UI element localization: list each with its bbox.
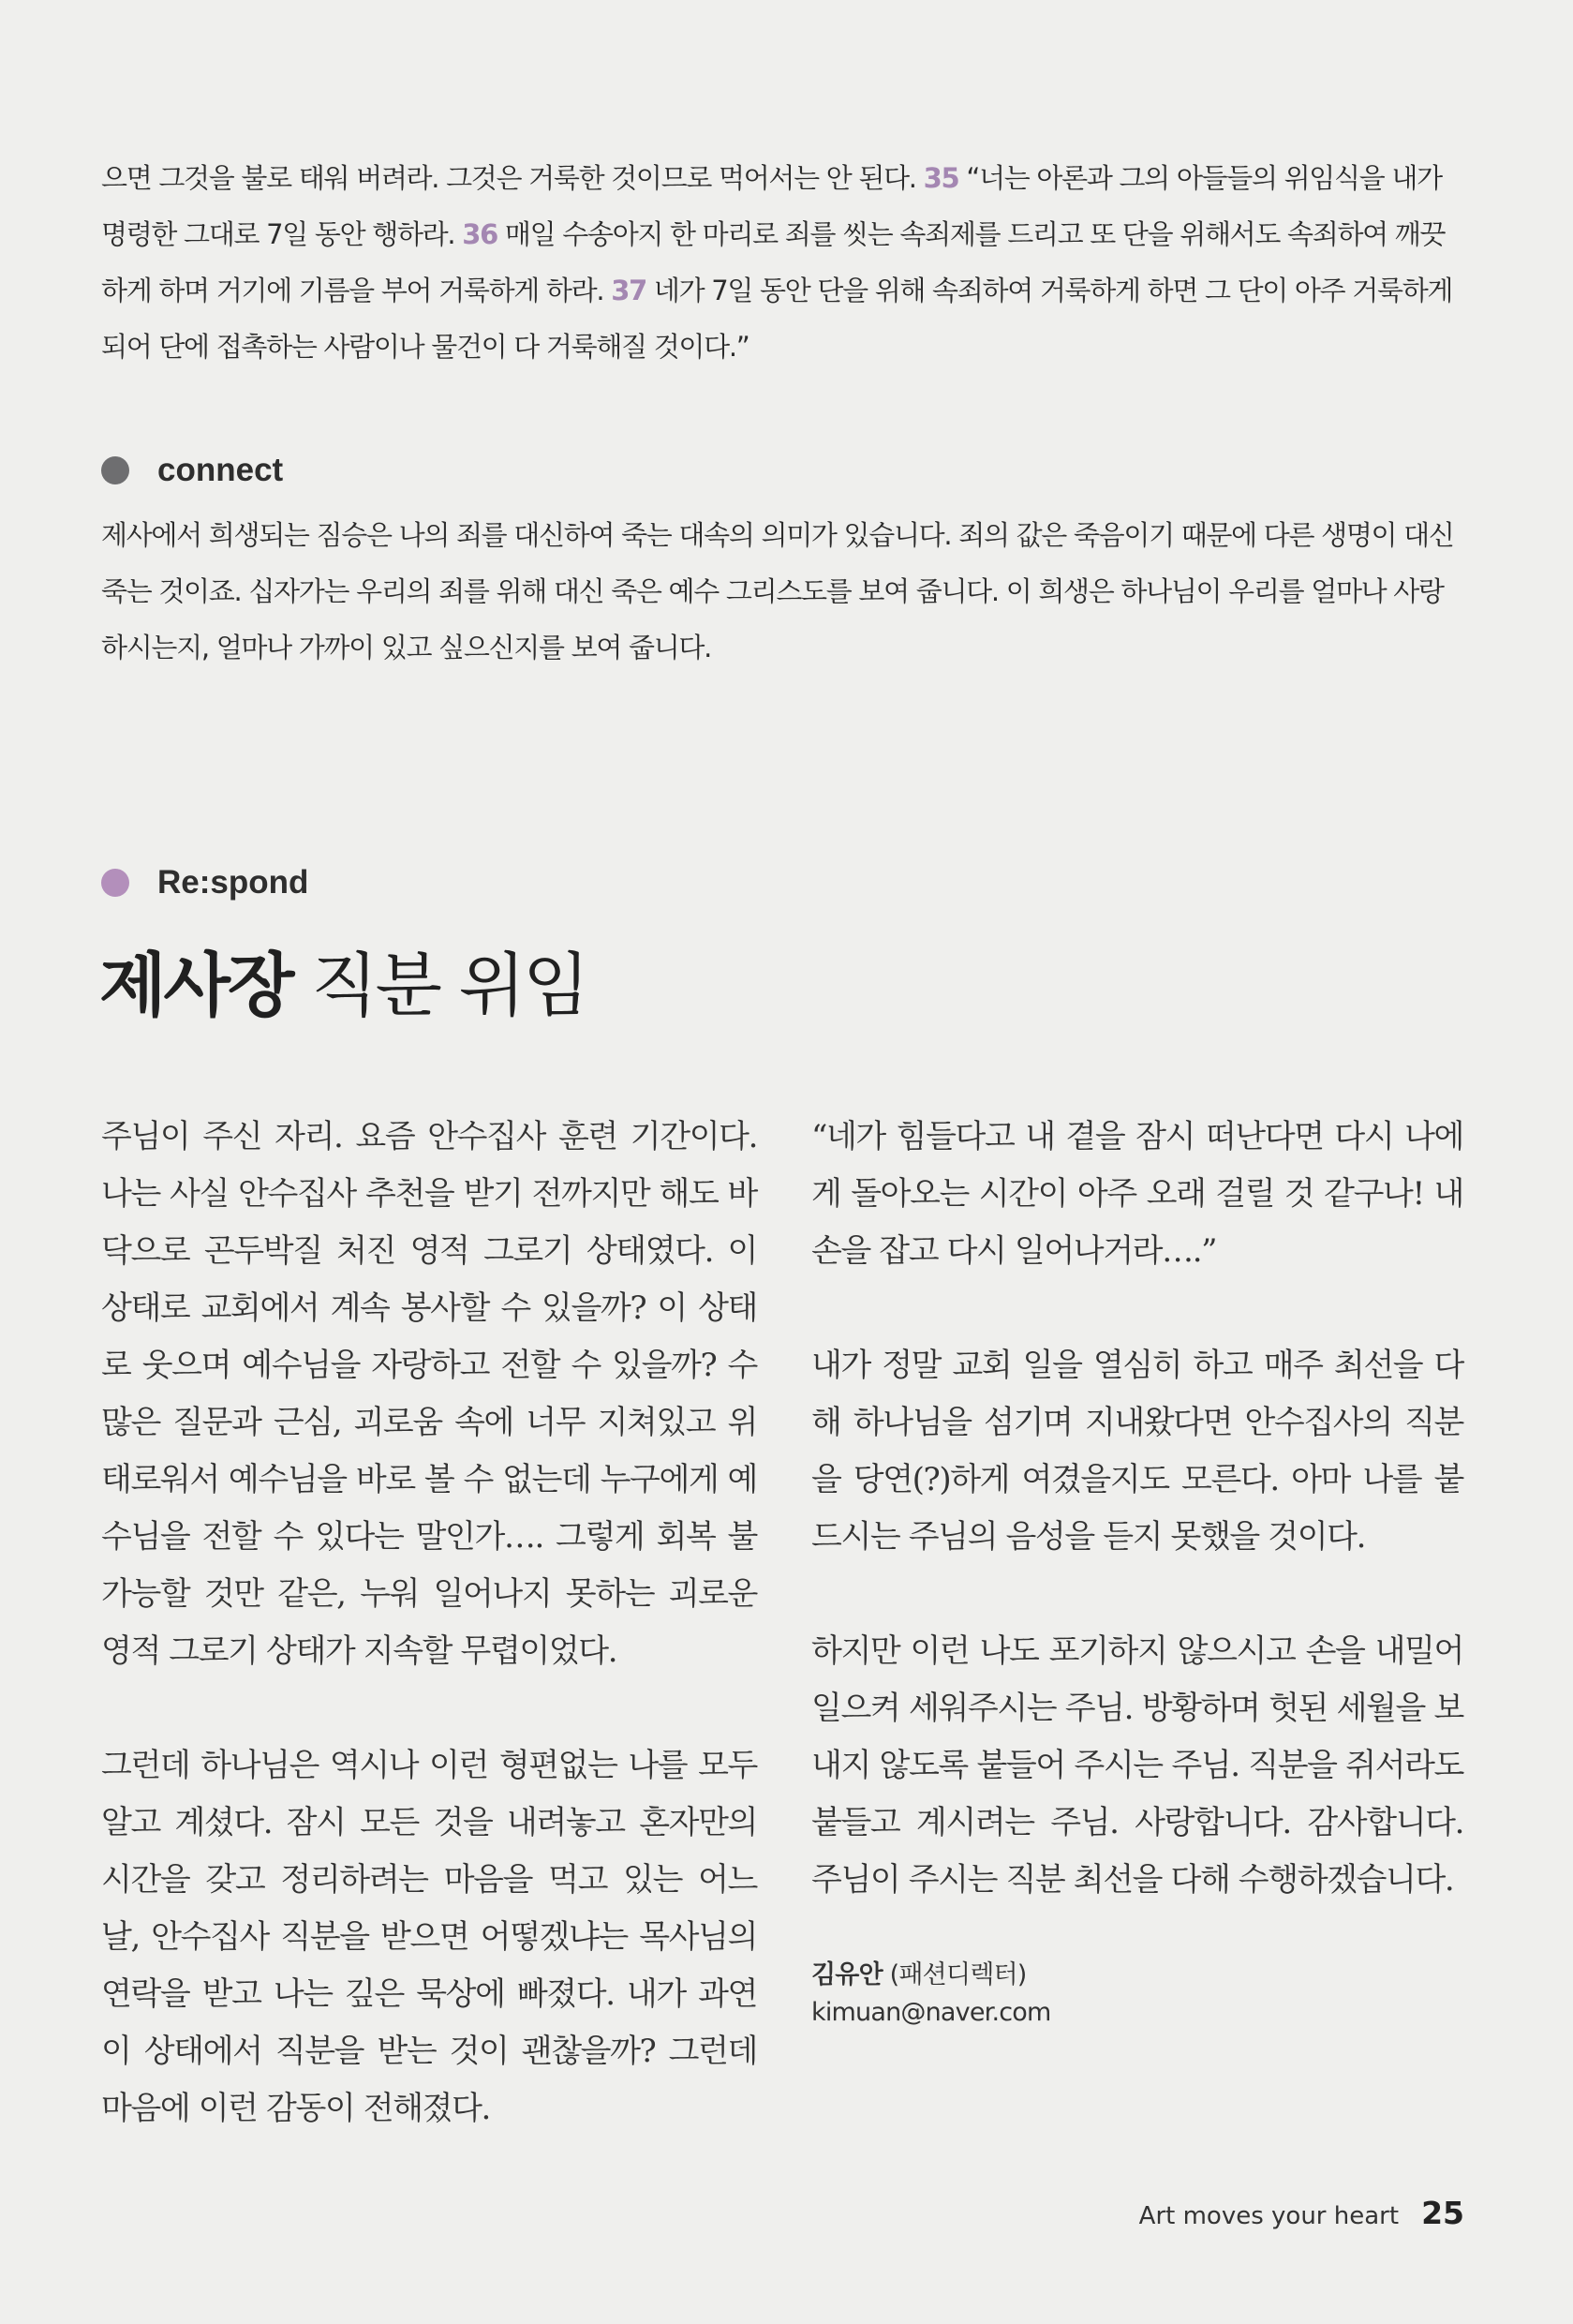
footer-tagline: Art moves your heart xyxy=(1138,2202,1400,2230)
respond-label: Re:spond xyxy=(157,864,309,901)
respond-heading xyxy=(101,864,308,901)
article-left-column xyxy=(101,1109,757,2195)
article-paragraph: 내가 정말 교회 일을 열심히 하고 매주 최선을 다해 하나님을 섬기며 지내왔다면 안수집사의 직분을 당연(?)하게 여겼을지도 모른다. 아마 나를 붙드시는 주님의 음성을 듣지 못했을 것이다. xyxy=(811,1347,1463,1556)
article-title-rest: 직분 위임 xyxy=(291,946,587,1026)
scripture-text: 네가 7일 동안 단을 위해 속죄하여 거룩하게 하면 그 단이 아주 거룩하게 되어 단에 접촉하는 사람이나 물건이 다 거룩해질 것이다.” xyxy=(101,275,1453,363)
purple-bullet-icon xyxy=(101,869,129,897)
verse-number: 37 xyxy=(611,275,646,306)
article-paragraph: 그런데 하나님은 역시나 이런 형편없는 나를 모두 알고 계셨다. 잠시 모든 것을 내려놓고 혼자만의 시간을 갖고 정리하려는 마음을 먹고 있는 어느 날, 안수집사 직분을 받으면 어떻겠냐는 목사님의 연락을 받고 나는 깊은 묵상에 빠졌다. 내가 과연 이 상태에서 직분을 받는 것이 괜찮을까? 그런데 마음에 이런 감동이 전해졌다. xyxy=(101,1747,757,2127)
verse-number: 35 xyxy=(923,162,959,194)
article-paragraph: 주님이 주신 자리. 요즘 안수집사 훈련 기간이다. 나는 사실 안수집사 추천을 받기 전까지만 해도 바닥으로 곤두박질 처진 영적 그로기 상태였다. 이 상태로 교회에서 계속 봉사할 수 있을까? 이 상태로 웃으며 예수님을 자랑하고 전할 수 있을까? 수많은 질문과 근심, 괴로움 속에 너무 지쳐있고 위태로워서 예수님을 바로 볼 수 없는데 누구에게 예수님을 전할 수 있다는 말인가…. 그렇게 회복 불가능할 것만 같은, 누워 일어나지 못하는 괴로운 영적 그로기 상태가 지속할 무렵이었다. xyxy=(101,1118,757,1670)
article-title-bold: 제사장 xyxy=(99,946,292,1026)
scripture-text: 으면 그것을 불로 태워 버려라. 그것은 거룩한 것이므로 먹어서는 안 된다. xyxy=(101,162,924,194)
author-email: kimuan@naver.com xyxy=(811,1998,1051,2027)
page-footer xyxy=(1139,2195,1464,2231)
author-name: 김유안 xyxy=(811,1960,883,1989)
connect-heading xyxy=(101,452,283,489)
connect-label: connect xyxy=(157,452,284,488)
page-number: 25 xyxy=(1421,2195,1464,2231)
author-role: (패션디렉터) xyxy=(882,1960,1027,1989)
connect-paragraph: 제사에서 희생되는 짐승은 나의 죄를 대신하여 죽는 대속의 의미가 있습니다. 죄의 값은 죽음이기 때문에 다른 생명이 대신 죽는 것이죠. 십자가는 우리의 죄를 위해 대신 죽은 예수 그리스도를 보여 줍니다. 이 희생은 하나님이 우리를 얼마나 사랑하시는지, 얼마나 가까이 있고 싶으신지를 보여 줍니다. xyxy=(101,519,1454,663)
verse-number: 36 xyxy=(462,218,497,250)
article-paragraph: “네가 힘들다고 내 곁을 잠시 떠난다면 다시 나에게 돌아오는 시간이 아주 오래 걸릴 것 같구나! 내 손을 잡고 다시 일어나거라….” xyxy=(811,1118,1463,1270)
scripture-passage xyxy=(101,150,1464,375)
gray-bullet-icon xyxy=(101,456,129,484)
article-title xyxy=(99,939,586,1033)
scripture-text: 매일 수송아지 한 마리로 죄를 씻는 속죄제를 드리고 또 단을 위해서도 속죄하여 깨끗하게 하며 거기에 기름을 부어 거룩하게 하라. xyxy=(101,218,1446,306)
article-right-column xyxy=(811,1109,1463,2032)
author-byline xyxy=(811,1957,1463,2032)
article-paragraph: 하지만 이런 나도 포기하지 않으시고 손을 내밀어 일으켜 세워주시는 주님. 방황하며 헛된 세월을 보내지 않도록 붙들어 주시는 주님. 직분을 쥐서라도 붙들고 계시려는 주님. 사랑합니다. 감사합니다. 주님이 주시는 직분 최선을 다해 수행하겠습니다. xyxy=(811,1632,1463,1899)
scripture-text: “너는 아론과 그의 아들들의 위임식을 내가 명령한 그대로 7일 동안 행하라. xyxy=(101,162,1442,250)
